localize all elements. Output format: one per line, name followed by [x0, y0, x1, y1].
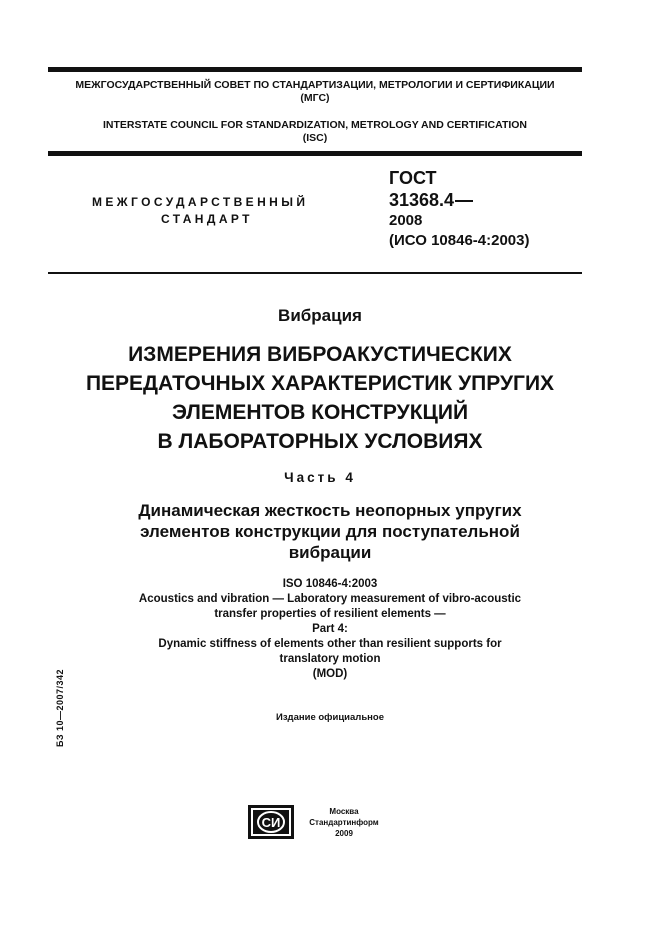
iso-block	[60, 577, 600, 682]
council-ru-line1: МЕЖГОСУДАРСТВЕННЫЙ СОВЕТ ПО СТАНДАРТИЗАЦИИ, МЕТРОЛОГИИ И СЕРТИФИКАЦИИ	[75, 79, 555, 91]
council-en	[48, 119, 582, 145]
iso-line6: (MOD)	[312, 668, 348, 680]
iso-line4: Dynamic stiffness of elements other than resilient supports for	[158, 638, 502, 650]
publisher-name: Стандартинформ	[309, 818, 379, 827]
publisher-year: 2009	[335, 829, 353, 838]
publisher-city: Москва	[329, 807, 359, 816]
iso-line3: Part 4:	[312, 623, 348, 635]
subtitle-line2: элементов конструкции для поступательной	[140, 522, 520, 541]
publisher-info	[296, 806, 392, 839]
title-main	[40, 340, 600, 456]
gost-number-line	[389, 189, 529, 211]
side-code: БЗ 10—2007/342	[55, 668, 65, 748]
title-main-line1: ИЗМЕРЕНИЯ ВИБРОАКУСТИЧЕСКИХ	[128, 343, 512, 366]
gost-dash	[455, 200, 473, 202]
standard-rule	[48, 272, 582, 274]
title-category: Вибрация	[278, 306, 362, 325]
logo-text: СИ	[261, 815, 281, 830]
subtitle-line3: вибрации	[288, 543, 372, 562]
publisher-logo-icon	[248, 805, 294, 839]
title-main-line3: ЭЛЕМЕНТОВ КОНСТРУКЦИЙ	[171, 401, 469, 424]
title-part: Часть 4	[284, 470, 356, 485]
edition-note: Издание официальное	[276, 712, 384, 723]
subtitle-line1: Динамическая жесткость неопорных упругих	[138, 501, 522, 520]
iso-number: ISO 10846-4:2003	[282, 578, 378, 590]
council-ru	[48, 79, 582, 105]
standard-type-line2: СТАНДАРТ	[161, 212, 253, 226]
header-rule	[48, 151, 582, 156]
standard-type-line1: МЕЖГОСУДАРСТВЕННЫЙ	[92, 195, 309, 209]
council-en-line2: (ISC)	[302, 132, 328, 144]
council-ru-line2: (МГС)	[300, 92, 330, 104]
iso-line5: translatory motion	[279, 653, 381, 665]
title-main-line4: В ЛАБОРАТОРНЫХ УСЛОВИЯХ	[157, 430, 483, 453]
iso-line2: transfer properties of resilient elements —	[214, 608, 446, 620]
subtitle	[60, 500, 600, 563]
top-rule	[48, 67, 582, 72]
gost-label: ГОСТ	[389, 168, 437, 188]
gost-year: 2008	[389, 212, 423, 229]
gost-number: 31368.4	[389, 190, 455, 210]
gost-block	[389, 167, 529, 251]
iso-line1: Acoustics and vibration — Laboratory measurement of vibro-acoustic	[138, 593, 522, 605]
council-en-line1: INTERSTATE COUNCIL FOR STANDARDIZATION, METROLOGY AND CERTIFICATION	[102, 119, 528, 131]
title-main-line2: ПЕРЕДАТОЧНЫХ ХАРАКТЕРИСТИК УПРУГИХ	[85, 372, 555, 395]
gost-iso-ref: (ИСО 10846-4:2003)	[389, 232, 530, 249]
